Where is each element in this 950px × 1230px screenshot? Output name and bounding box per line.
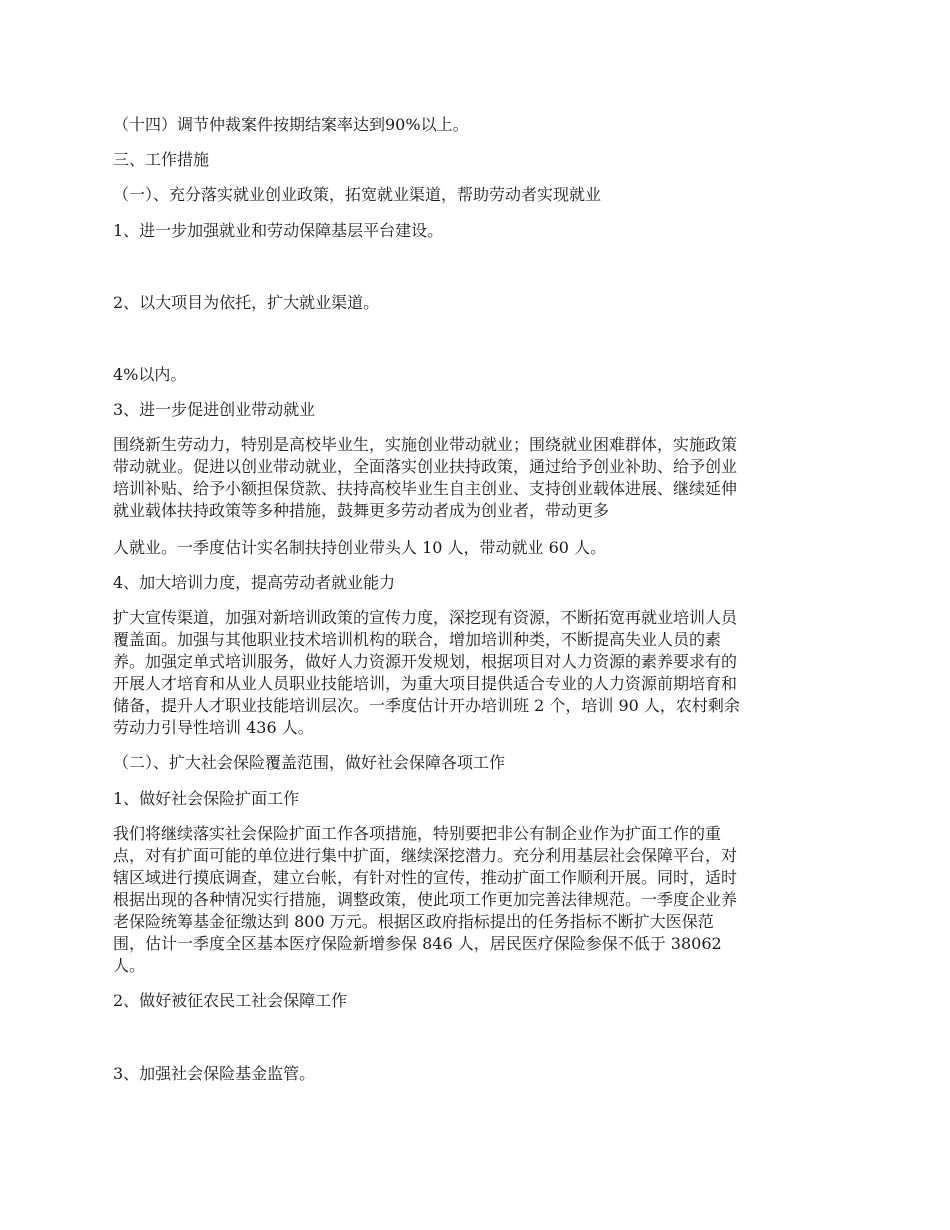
paragraph-line: 我们将继续落实社会保险扩面工作各项措施，特别要把非公有制企业作为扩面工作的重 [113, 824, 722, 843]
paragraph-line: 点，对有扩面可能的单位进行集中扩面，继续深挖潜力。充分利用基层社会保障平台，对 [113, 846, 738, 865]
measure-heading-projects: 2、以大项目为依托，扩大就业渠道。 [113, 293, 380, 312]
measure-heading-platform: 1、进一步加强就业和劳动保障基层平台建设。 [113, 221, 444, 240]
paragraph-line: 扩大宣传渠道，加强对新培训政策的宣传力度，深挖现有资源，不断拓宽再就业培训人员 [113, 608, 738, 627]
measure-heading-training: 4、加大培训力度，提高劳动者就业能力 [113, 573, 396, 592]
paragraph-line: 辖区域进行摸底调查，建立台帐，有针对性的宣传，推动扩面工作顺利开展。同时，适时 [113, 868, 738, 887]
paragraph-line: 覆盖面。加强与其他职业技术培训机构的联合，增加培训种类，不断提高失业人员的素 [113, 630, 722, 649]
paragraph-line: 人。 [113, 956, 146, 975]
paragraph-line: 养。加强定单式培训服务，做好人力资源开发规划，根据项目对人力资源的素养要求有的 [113, 652, 738, 671]
paragraph-line: 带动就业。促进以创业带动就业，全面落实创业扶持政策，通过给予创业补助、给予创业 [113, 457, 738, 476]
paragraph-entrepreneurship [113, 434, 841, 522]
section-heading-work-measures: 三、工作措施 [113, 150, 210, 169]
subsection-heading-employment: （一）、充分落实就业创业政策，拓宽就业渠道，帮助劳动者实现就业 [113, 185, 602, 204]
subsection-heading-social-insurance: （二）、扩大社会保险覆盖范围，做好社会保障各项工作 [113, 753, 506, 772]
paragraph-line: 围，估计一季度全区基本医疗保险新增参保 846 人，居民医疗保险参保不低于 38062 [113, 934, 722, 953]
q1-startup-estimate: 人就业。一季度估计实名制扶持创业带头人 10 人，带动就业 60 人。 [113, 538, 607, 557]
paragraph-line: 老保险统筹基金征缴达到 800 万元。根据区政府指标提出的任务指标不断扩大医保范 [113, 912, 714, 931]
paragraph-line: 储备，提升人才职业技能培训层次。一季度估计开办培训班 2 个，培训 90 人，农村剩余 [113, 696, 740, 715]
paragraph-line: 围绕新生劳动力，特别是高校毕业生，实施创业带动就业；围绕就业困难群体，实施政策 [113, 435, 738, 454]
measure-heading-fund-supervision: 3、加强社会保险基金监管。 [113, 1064, 316, 1083]
paragraph-expansion [113, 823, 841, 977]
paragraph-line: 就业载体扶持政策等多种措施，鼓舞更多劳动者成为创业者，带动更多 [113, 501, 610, 520]
paragraph-line: 开展人才培育和从业人员职业技能培训，为重大项目提供适合专业的人力资源前期培育和 [113, 674, 738, 693]
measure-heading-expansion: 1、做好社会保险扩面工作 [113, 789, 300, 808]
paragraph-training [113, 607, 841, 739]
measure-heading-farmers: 2、做好被征农民工社会保障工作 [113, 991, 348, 1010]
paragraph-line: 培训补贴、给予小额担保贷款、扶持高校毕业生自主创业、支持创业载体进展、继续延伸 [113, 479, 738, 498]
measure-heading-entrepreneurship: 3、进一步促进创业带动就业 [113, 400, 316, 419]
unemployment-rate-fragment: 4%以内。 [113, 365, 187, 384]
paragraph-line: 根据出现的各种情况实行措施，调整政策，使此项工作更加完善法律规范。一季度企业养 [113, 890, 738, 909]
target-item-14: （十四）调节仲裁案件按期结案率达到90%以上。 [113, 115, 469, 134]
paragraph-line: 劳动力引导性培训 436 人。 [113, 718, 314, 737]
